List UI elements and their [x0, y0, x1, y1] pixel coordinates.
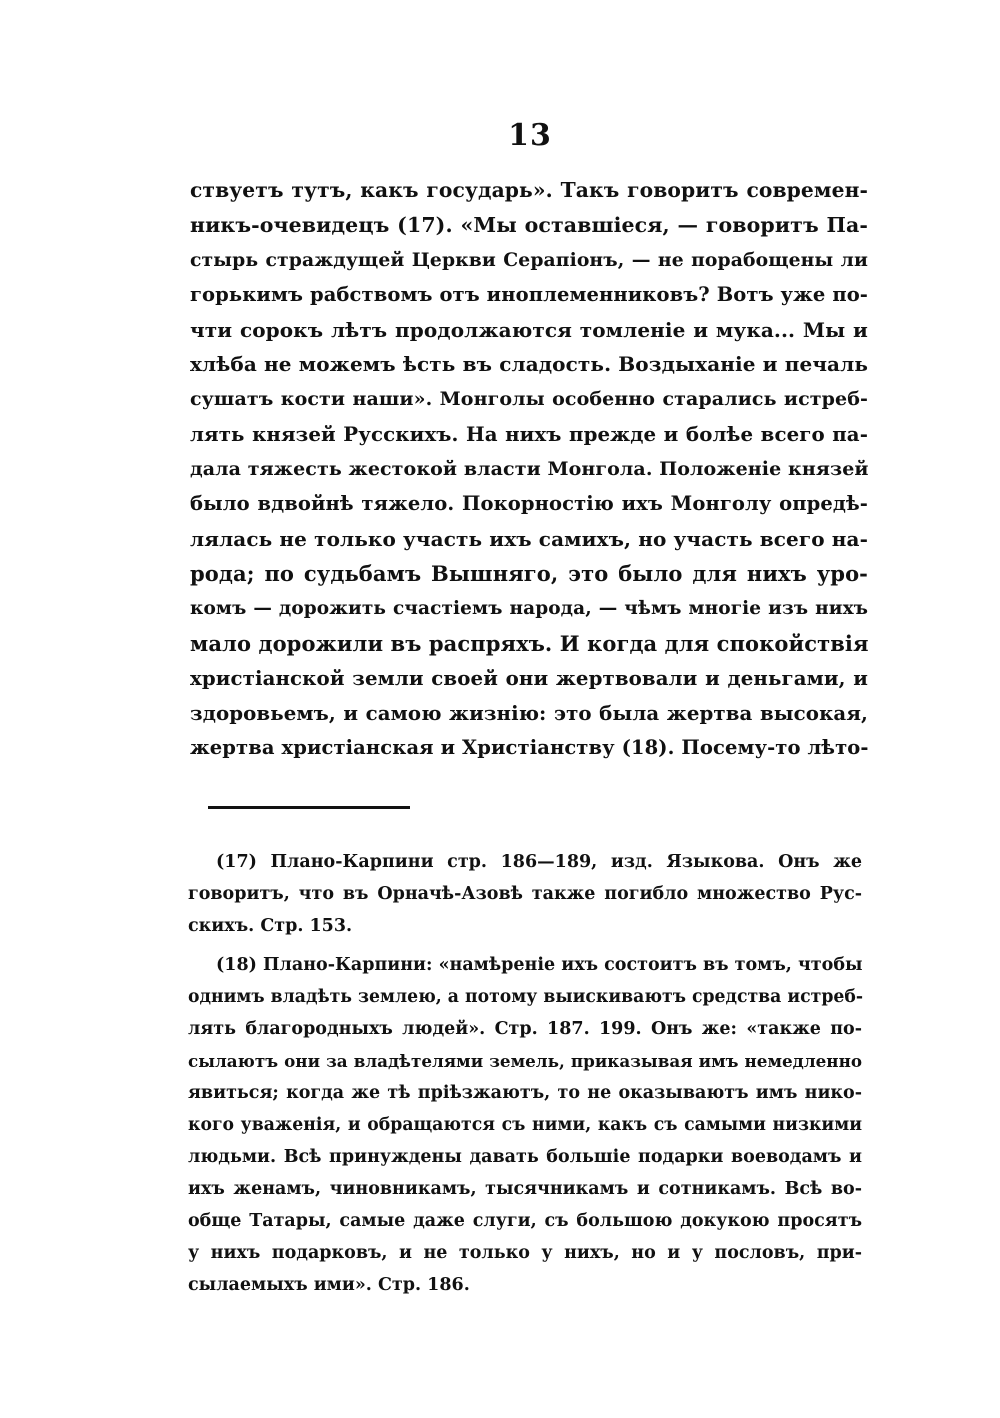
text-line: христіанской земли своей они жертвовали и деньгами, и	[190, 666, 868, 691]
text-line: мало дорожили въ распряхъ. И когда для спокойствія	[190, 630, 869, 656]
footnote-separator	[208, 806, 410, 809]
text-line: рода; по судьбамъ Вышняго, это было для нихъ уро-	[190, 560, 868, 586]
footnote-line: обще Татары, самые даже слуги, съ большою докукою просятъ	[188, 1211, 862, 1231]
text-line: хлѣба не можемъ ѣсть въ сладость. Воздыханіе и печаль	[190, 352, 868, 377]
footnote-line: явиться; когда же тѣ пріѣзжаютъ, то не оказываютъ имъ нико-	[188, 1083, 862, 1103]
footnote-17	[188, 846, 862, 942]
page-number: 13	[508, 118, 552, 153]
text-line: комъ — дорожить счастіемъ народа, — чѣмъ многіе изъ нихъ	[190, 597, 868, 619]
main-text	[190, 173, 868, 766]
text-line: стырь страждущей Церкви Серапіонъ, — не порабощены ли	[190, 248, 868, 271]
text-line: сушатъ кости наши». Монголы особенно старались истреб-	[190, 388, 868, 411]
text-line: лялась не только участь ихъ самихъ, но участь всего на-	[190, 526, 868, 551]
footnote-18	[188, 949, 862, 1301]
text-line: ствуетъ тутъ, какъ государь». Такъ говоритъ современ-	[190, 178, 868, 202]
footnote-line: сылаемыхъ ими». Стр. 186.	[188, 1275, 470, 1295]
text-line: было вдвойнѣ тяжело. Покорностію ихъ Монголу опредѣ-	[190, 492, 868, 516]
text-line: чти сорокъ лѣтъ продолжаются томленіе и мука... Мы и	[190, 317, 868, 342]
text-line: дала тяжесть жестокой власти Монгола. Положеніе князей	[190, 458, 869, 481]
footnote-line: сылаютъ они за владѣтелями земель, приказывая имъ немедленно	[188, 1051, 862, 1071]
footnotes	[188, 846, 862, 1308]
footnote-line: ихъ женамъ, чиновникамъ, тысячникамъ и сотникамъ. Всѣ во-	[188, 1179, 862, 1199]
footnote-line: (17) Плано-Карпини стр. 186—189, изд. Языкова. Онъ же	[216, 852, 862, 872]
footnote-line: людьми. Всѣ принуждены давать большіе подарки воеводамъ и	[188, 1147, 862, 1167]
footnote-line: однимъ владѣть землею, а потому выискиваютъ средства истреб-	[188, 987, 864, 1007]
text-line: никъ-очевидецъ (17). «Мы оставшіеся, — говоритъ Па-	[190, 212, 868, 237]
footnote-line: (18) Плано-Карпини: «намѣреніе ихъ состоитъ въ томъ, чтобы	[216, 955, 863, 975]
text-line: горькимъ рабствомъ отъ иноплеменниковъ? Вотъ уже по-	[190, 282, 868, 306]
text-line: лять князей Русскихъ. На нихъ прежде и болѣе всего па-	[190, 422, 868, 447]
text-line: жертва христіанская и Христіанству (18). Посему-то лѣто-	[190, 736, 869, 760]
text-line: здоровьемъ, и самою жизнію: это была жертва высокая,	[190, 701, 868, 726]
footnote-line: скихъ. Стр. 153.	[188, 916, 353, 936]
footnote-line: лять благородныхъ людей». Стр. 187. 199. Онъ же: «также по-	[188, 1019, 862, 1039]
footnote-line: кого уваженія, и обращаются съ ними, какъ съ самыми низкими	[188, 1115, 862, 1135]
footnote-line: у нихъ подарковъ, и не только у нихъ, но и у пословъ, при-	[188, 1243, 862, 1263]
footnote-line: говоритъ, что въ Орначѣ-Азовѣ также погибло множество Рус-	[188, 884, 862, 904]
